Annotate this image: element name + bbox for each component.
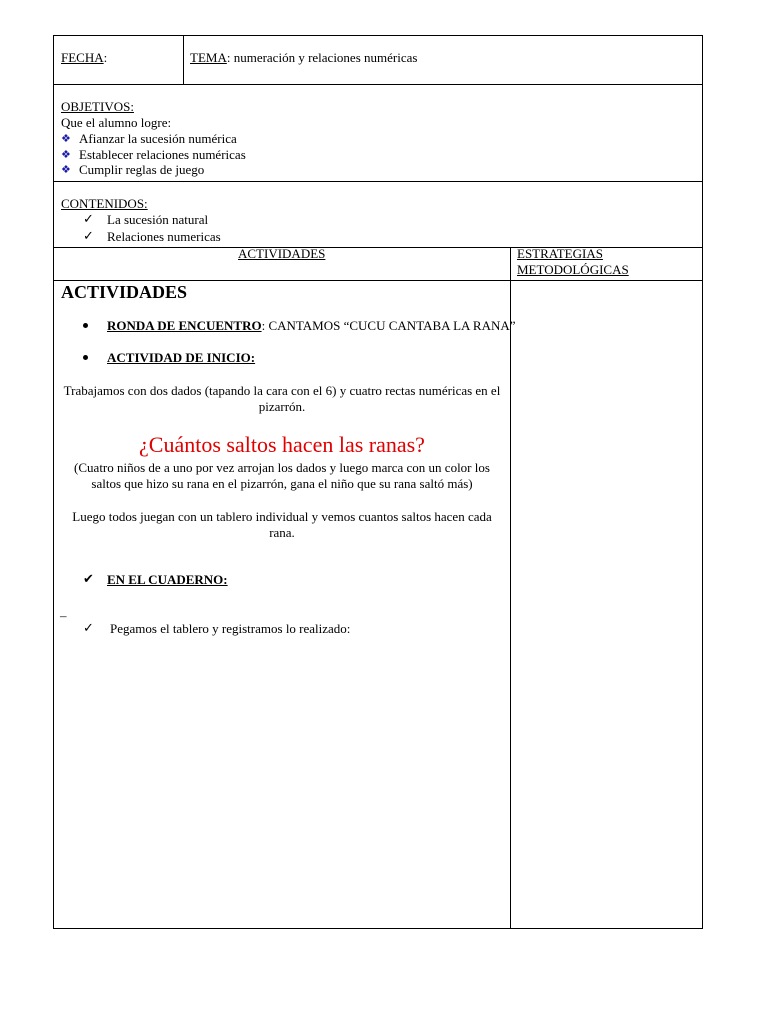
contenido-item: Relaciones numericas: [107, 229, 221, 244]
tema-value: : numeración y relaciones numéricas: [226, 50, 418, 65]
cuatro-paragraph: (Cuatro niños de a uno por vez arrojan los dados y luego marca con un color los saltos que hizo su rana en el pizarrón, gana el niño que su rana saltó más): [74, 460, 490, 491]
ronda-text: : CANTAMOS “CUCU CANTABA LA RANA”: [261, 318, 516, 333]
diamond-bullet-icon: ❖: [61, 133, 71, 145]
bullet-dot-icon: [83, 355, 88, 360]
objetivo-item: Afianzar la sucesión numérica: [79, 131, 237, 146]
objetivos-label: OBJETIVOS:: [61, 99, 134, 114]
fecha-colon: :: [103, 50, 108, 65]
bullet-dot-icon: [83, 323, 88, 328]
trabajamos-paragraph: Trabajamos con dos dados (tapando la cara con el 6) y cuatro rectas numéricas en el pizarrón.: [63, 383, 501, 414]
objetivo-item: Cumplir reglas de juego: [79, 162, 205, 177]
checkmark-icon: ✔: [83, 571, 94, 586]
pegamos-line: Pegamos el tablero y registramos lo realizado:: [110, 621, 351, 636]
inicio-label: ACTIVIDAD DE INICIO:: [107, 350, 256, 365]
fecha-label: FECHA: [61, 50, 104, 65]
tema-field: [190, 50, 417, 66]
fecha-field: [61, 50, 107, 66]
diamond-bullet-icon: ❖: [61, 164, 71, 176]
cuaderno-label: EN EL CUADERNO:: [107, 572, 228, 587]
checkmark-icon: ✓: [83, 228, 94, 243]
frog-question-heading: ¿Cuántos saltos hacen las ranas?: [139, 432, 425, 457]
actividades-title: ACTIVIDADES: [61, 282, 188, 302]
table-body: [53, 280, 703, 929]
estrategias-header-line1: ESTRATEGIAS: [517, 246, 603, 261]
objetivo-item: Establecer relaciones numéricas: [79, 147, 246, 162]
estrategias-header-line2: METODOLÓGICAS: [517, 262, 629, 277]
checkmark-icon: ✓: [83, 211, 94, 226]
contenidos-label: CONTENIDOS:: [61, 196, 148, 211]
contenido-item: La sucesión natural: [107, 212, 209, 227]
ronda-line: [107, 318, 516, 334]
ronda-label: RONDA DE ENCUENTRO: [107, 318, 262, 333]
diamond-bullet-icon: ❖: [61, 149, 71, 161]
stray-dash: –: [60, 608, 67, 623]
checkmark-icon: ✓: [83, 620, 94, 635]
tema-label: TEMA: [190, 50, 227, 65]
actividades-column-header: ACTIVIDADES: [238, 246, 326, 261]
column-divider: [510, 247, 511, 929]
objetivos-intro: Que el alumno logre:: [61, 115, 172, 130]
luego-paragraph: Luego todos juegan con un tablero individual y vemos cuantos saltos hacen cada rana.: [72, 509, 492, 540]
